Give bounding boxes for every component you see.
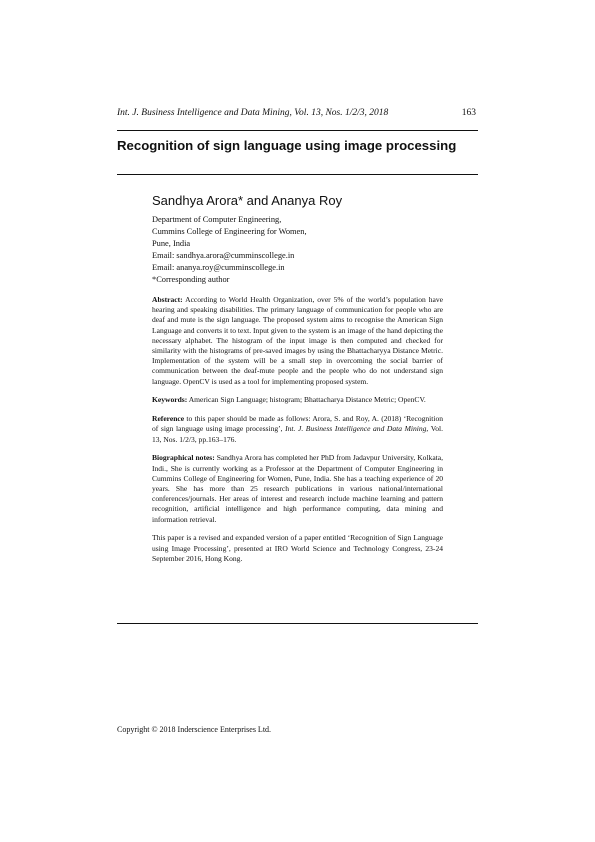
title-rule [117,174,478,175]
affiliation-institution: Cummins College of Engineering for Women, [152,227,307,237]
footer-rule [117,623,478,624]
affiliation-block [152,214,472,287]
running-head [117,108,478,118]
keywords-label: Keywords: [152,395,188,405]
reference [152,414,443,445]
reference-volume: , Vol. 13, Nos. 1/2/3, pp.163–176. [152,424,443,444]
biographical-notes [152,453,443,524]
bio-text: Sandhya Arora has completed her PhD from Jadavpur University, Kolkata, Indi., She is currently working as a Professor at the Department of Computer Engineering in Cummins College of Engineering for Women, Pune, India. She has a teaching experience of 20 years. She has more than 25 research publications in various national/international conferences/journals. Her areas of interest and research include machine learning and pattern recognition, artificial intelligence and high performance computing, data mining and information retrieval. [152,453,444,524]
keywords-text: American Sign Language; histogram; Bhattacharya Distance Metric; OpenCV. [188,395,426,405]
corresponding-author-note: *Corresponding author [152,275,230,285]
keywords [152,395,443,405]
author-email-1: Email: sandhya.arora@cumminscollege.in [152,251,295,261]
abstract [152,295,443,387]
affiliation-location: Pune, India [152,239,191,249]
reference-text: to this paper should be made as follows: Arora, S. and Roy, A. (2018) ‘Recognition of sign language using image processing’, [152,414,443,434]
page-number: 163 [461,108,476,118]
author-list: Sandhya Arora* and Ananya Roy [152,193,343,208]
affiliation-department: Department of Computer Engineering, [152,215,282,224]
author-email-2: Email: ananya.roy@cumminscollege.in [152,263,285,273]
journal-citation: Int. J. Business Intelligence and Data Mining, Vol. 13, Nos. 1/2/3, 2018 [117,108,389,118]
abstract-text: According to World Health Organization, over 5% of the world’s population have hearing and speaking disabilities. The primary language of communication for people who are deaf and mute is the sign language. The proposed system aims to recognise the American Sign Language and converts it to text. Input given to the system is an image of the hand depicting the necessary alphabet. The histogram of the input image is then computed and checked for similarity with the histograms of pre-saved images by using the Bhattacharyya Distance Metric. Implementation of the system will be a small step in overcoming the social barrier of communication between the deaf-mute people and the people who do not understand sign language. OpenCV is used as a tool for implementing proposed system. [152,295,443,386]
paper-title: Recognition of sign language using image processing [117,138,457,153]
bio-label: Biographical notes: [152,453,215,463]
reference-label: Reference [152,414,185,424]
reference-journal: Int. J. Business Intelligence and Data Mining [285,424,427,434]
abstract-label: Abstract: [152,295,183,304]
copyright-notice: Copyright © 2018 Inderscience Enterprises Ltd. [117,725,272,734]
front-matter-body [152,295,443,573]
revision-note: This paper is a revised and expanded version of a paper entitled ‘Recognition of Sign Language using Image Processing’, presented at IRO World Science and Technology Congress, 23-24 September 2016, Hong Kong. [152,533,443,563]
header-rule [117,130,478,131]
